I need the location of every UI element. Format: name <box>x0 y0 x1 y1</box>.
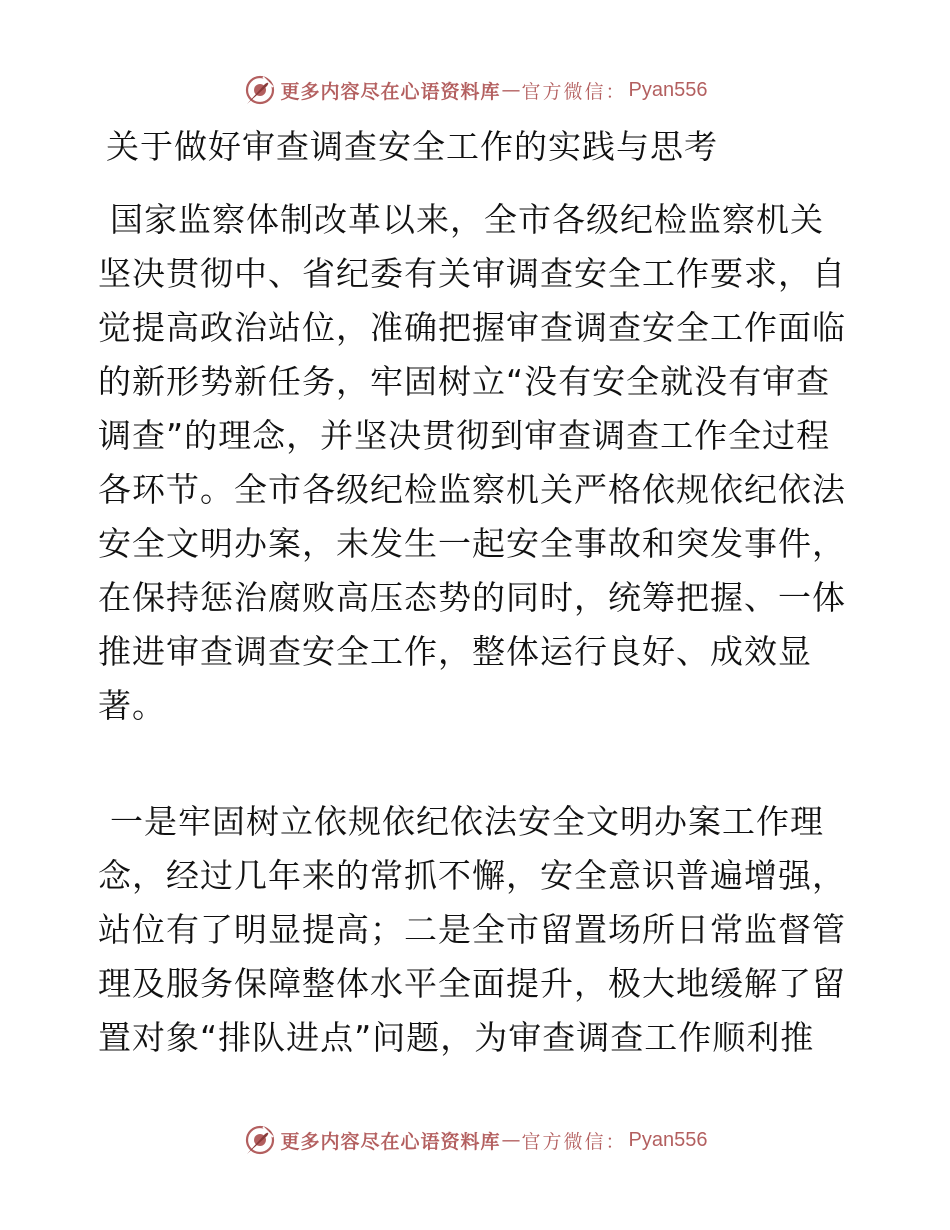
bottom-watermark-banner <box>0 1120 950 1160</box>
watermark-promo-text: 更多内容尽在心语资料库 <box>280 1130 501 1153</box>
watermark-official-label: 官方微信： <box>521 80 627 103</box>
quill-pen-icon <box>243 73 277 107</box>
document-title: 关于做好审查调查安全工作的实践与思考 <box>106 127 718 166</box>
watermark-separator: — <box>501 79 521 101</box>
watermark-official-label: 官方微信： <box>521 1130 627 1153</box>
quill-pen-icon <box>243 1123 277 1157</box>
watermark-wechat-id: Pyan556 <box>628 1128 708 1151</box>
paragraph-1: 国家监察体制改革以来，全市各级纪检监察机关坚决贯彻中、省纪委有关审调查安全工作要求，自觉提高政治站位，准确把握审查调查安全工作面临的新形势新任务，牢固树立“没有安全就没有审查调查”的理念，并坚决贯彻到审查调查工作全过程各环节。全市各级纪检监察机关严格依规依纪依法安全文明办案，未发生一起安全事故和突发事件，在保持惩治腐败高压态势的同时，统筹把握、一体推进审查调查安全工作，整体运行良好、成效显著。 <box>98 200 846 725</box>
watermark-separator: — <box>501 1129 521 1151</box>
paragraph-2: 一是牢固树立依规依纪依法安全文明办案工作理念，经过几年来的常抓不懈，安全意识普遍增强，站位有了明显提高；二是全市留置场所日常监督管理及服务保障整体水平全面提升，极大地缓解了留置对象“排队进点”问题，为审查调查工作顺利推 <box>98 802 846 1057</box>
watermark-wechat-id: Pyan556 <box>628 78 708 101</box>
top-watermark-banner <box>0 70 950 110</box>
watermark-promo-text: 更多内容尽在心语资料库 <box>280 80 501 103</box>
